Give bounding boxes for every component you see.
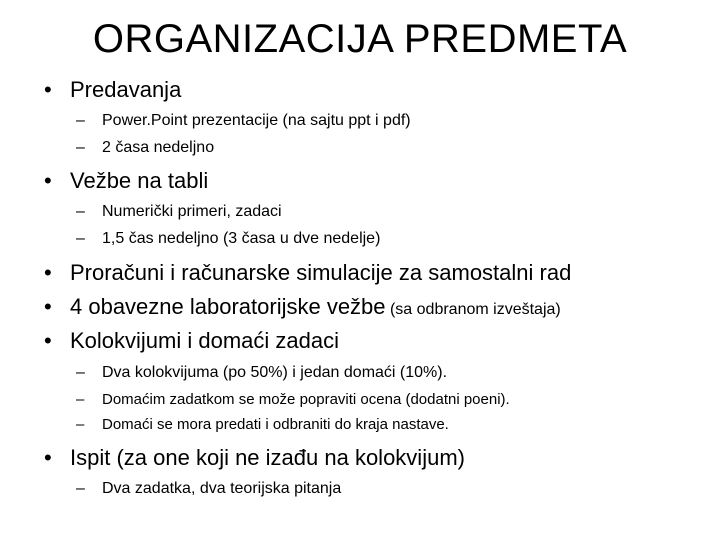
bullet-marker: • — [44, 168, 52, 193]
dash-marker: – — [76, 391, 85, 408]
sub-bullet — [76, 415, 449, 435]
dash-marker: – — [76, 203, 85, 220]
sub-bullet — [76, 201, 282, 223]
dash-marker: – — [76, 364, 85, 381]
bullet-text: 4 obavezne laboratorijske vežbe — [70, 294, 386, 319]
dash-marker: – — [76, 112, 85, 129]
bullet-text: Ispit (za one koji ne izađu na kolokvijum) — [70, 445, 465, 470]
sub-bullet-text: Domaći se mora predati i odbraniti do kraja nastave. — [102, 416, 449, 433]
bullet-text: Kolokvijumi i domaći zadaci — [70, 328, 339, 353]
bullet-marker: • — [44, 77, 52, 102]
sub-bullet-text: Dva zadatka, dva teorijska pitanja — [102, 480, 342, 497]
sub-bullet-text: 2 časa nedeljno — [102, 139, 215, 156]
sub-bullet-text: Power.Point prezentacije (na sajtu ppt i pdf) — [102, 112, 411, 129]
dash-marker: – — [76, 139, 85, 156]
sub-bullet — [76, 137, 214, 159]
dash-marker: – — [76, 230, 85, 247]
bullet-lab — [44, 293, 561, 324]
sub-bullet-text: 1,5 čas nedeljno (3 časa u dve nedelje) — [102, 230, 381, 247]
sub-bullet-text: Dva kolokvijuma (po 50%) i jedan domaći (10%). — [102, 364, 448, 381]
bullet-marker: • — [44, 294, 52, 319]
sub-bullet — [76, 362, 447, 384]
dash-marker: – — [76, 416, 85, 433]
slide-title: ORGANIZACIJA PREDMETA — [92, 17, 628, 61]
bullet-proracuni — [44, 259, 571, 287]
bullet-text: Vežbe na tabli — [70, 168, 209, 193]
bullet-vezbe — [44, 167, 208, 195]
bullet-predavanja — [44, 76, 181, 104]
sub-bullet — [76, 390, 510, 410]
sub-bullet-text: Domaćim zadatkom se može popraviti ocena (dodatni poeni). — [102, 391, 510, 408]
bullet-text: Predavanja — [70, 77, 182, 102]
sub-bullet — [76, 110, 411, 132]
sub-bullet — [76, 478, 341, 500]
bullet-text: Proračuni i računarske simulacije za samostalni rad — [70, 260, 572, 285]
bullet-marker: • — [44, 328, 52, 353]
bullet-marker: • — [44, 260, 52, 285]
sub-bullet-text: Numerički primeri, zadaci — [102, 203, 282, 220]
bullet-ispit — [44, 444, 465, 472]
dash-marker: – — [76, 480, 85, 497]
bullet-marker: • — [44, 445, 52, 470]
bullet-note: (sa odbranom izveštaja) — [385, 301, 561, 318]
sub-bullet — [76, 228, 380, 250]
bullet-kolokvijumi — [44, 327, 339, 355]
